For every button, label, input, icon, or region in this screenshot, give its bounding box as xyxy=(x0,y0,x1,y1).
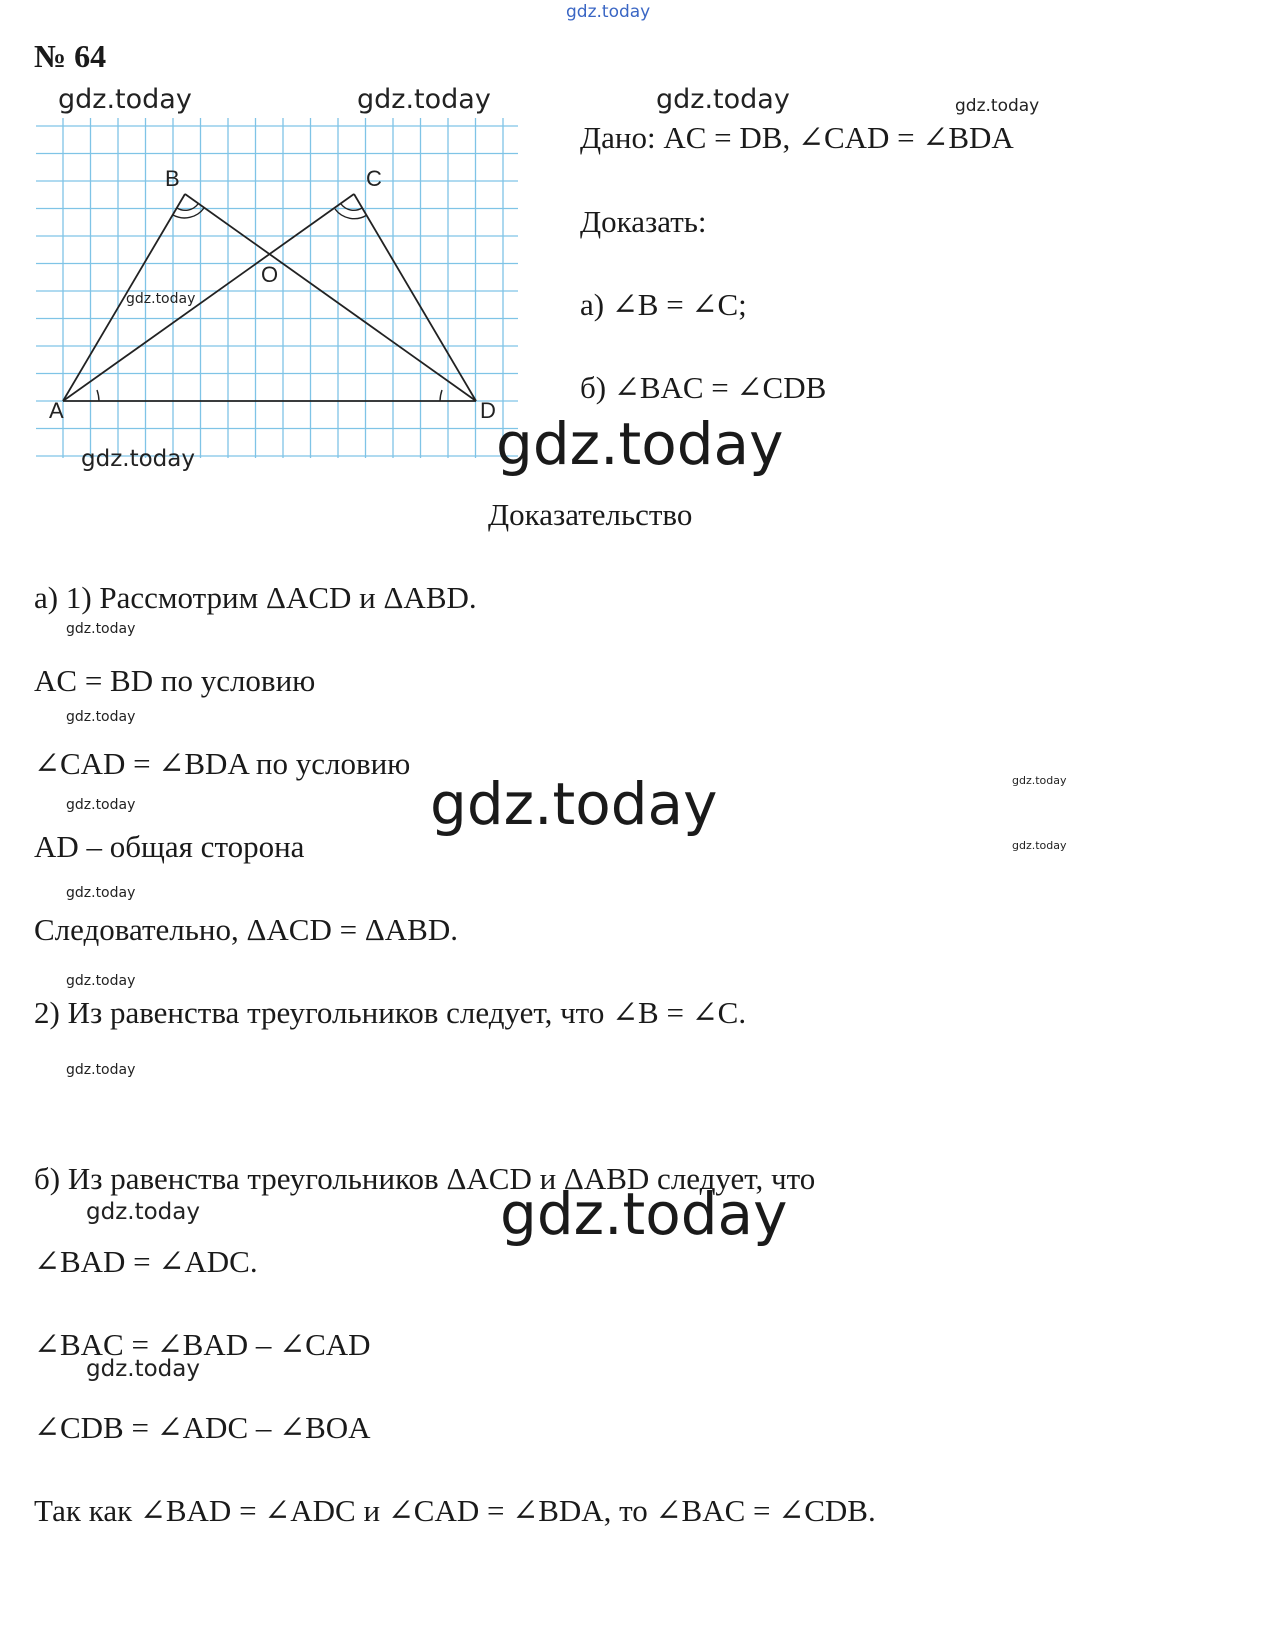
proof-a-step2: 2) Из равенства треугольников следует, что ∠B = ∠C. xyxy=(34,995,747,1030)
proof-b-intro: б) Из равенства треугольников ΔACD и ΔABD следует, что xyxy=(34,1161,816,1196)
watermark-large: gdz.today xyxy=(500,1180,788,1248)
proof-b-equation-3: ∠CDB = ∠ADC – ∠BOA xyxy=(34,1410,371,1445)
watermark: gdz.today xyxy=(66,797,136,813)
watermark: gdz.today xyxy=(81,446,195,472)
grid xyxy=(36,118,518,458)
label-a: A xyxy=(49,398,64,423)
watermark: gdz.today xyxy=(66,709,136,725)
watermark: gdz.today xyxy=(66,1062,136,1078)
watermark: gdz.today xyxy=(126,291,196,307)
triangle-figure xyxy=(36,118,518,458)
proof-b-equation-1: ∠BAD = ∠ADC. xyxy=(34,1244,258,1279)
watermark: gdz.today xyxy=(66,621,136,637)
proof-a-statement-1: AC = BD по условию xyxy=(34,663,316,698)
prove-item-a: а) ∠B = ∠C; xyxy=(580,287,747,322)
proof-b-conclusion: Так как ∠BAD = ∠ADC и ∠CAD = ∠BDA, то ∠BAC = ∠CDB. xyxy=(34,1493,876,1528)
watermark: gdz.today xyxy=(66,973,136,989)
proof-heading: Доказательство xyxy=(488,497,693,532)
angle-mark-d xyxy=(440,390,442,401)
proof-a-statement-4: Следовательно, ΔACD = ΔABD. xyxy=(34,912,458,947)
watermark-large: gdz.today xyxy=(430,770,718,838)
figure-lines xyxy=(63,194,476,401)
angle-mark-c-inner xyxy=(341,204,362,210)
watermark: gdz.today xyxy=(58,84,192,115)
watermark: gdz.today xyxy=(656,84,790,115)
label-c: C xyxy=(366,166,382,191)
watermark: gdz.today xyxy=(86,1199,200,1225)
watermark: gdz.today xyxy=(86,1356,200,1382)
label-d: D xyxy=(480,398,496,423)
proof-a-statement-3: AD – общая сторона xyxy=(34,829,305,864)
problem-number: № 64 xyxy=(34,38,107,74)
angle-mark-b-inner xyxy=(177,204,198,210)
label-o: O xyxy=(261,262,279,287)
watermark: gdz.today xyxy=(66,885,136,901)
proof-b-equation-2: ∠BAC = ∠BAD – ∠CAD xyxy=(34,1327,371,1362)
label-b: B xyxy=(165,166,180,191)
prove-heading: Доказать: xyxy=(580,204,707,239)
proof-a-statement-2: ∠CAD = ∠BDA по условию xyxy=(34,746,411,781)
watermark: gdz.today xyxy=(955,96,1040,116)
angle-mark-a xyxy=(97,390,99,401)
given-statement: Дано: AC = DB, ∠CAD = ∠BDA xyxy=(580,120,1014,155)
watermark: gdz.today xyxy=(357,84,491,115)
watermark: gdz.today xyxy=(1012,839,1067,852)
prove-item-b: б) ∠BAC = ∠CDB xyxy=(580,370,827,405)
watermark-top: gdz.today xyxy=(566,2,651,22)
segment-cd xyxy=(354,194,476,401)
watermark: gdz.today xyxy=(1012,774,1067,787)
proof-a-step1: а) 1) Рассмотрим ΔACD и ΔABD. xyxy=(34,580,477,615)
watermark-large: gdz.today xyxy=(496,410,784,478)
